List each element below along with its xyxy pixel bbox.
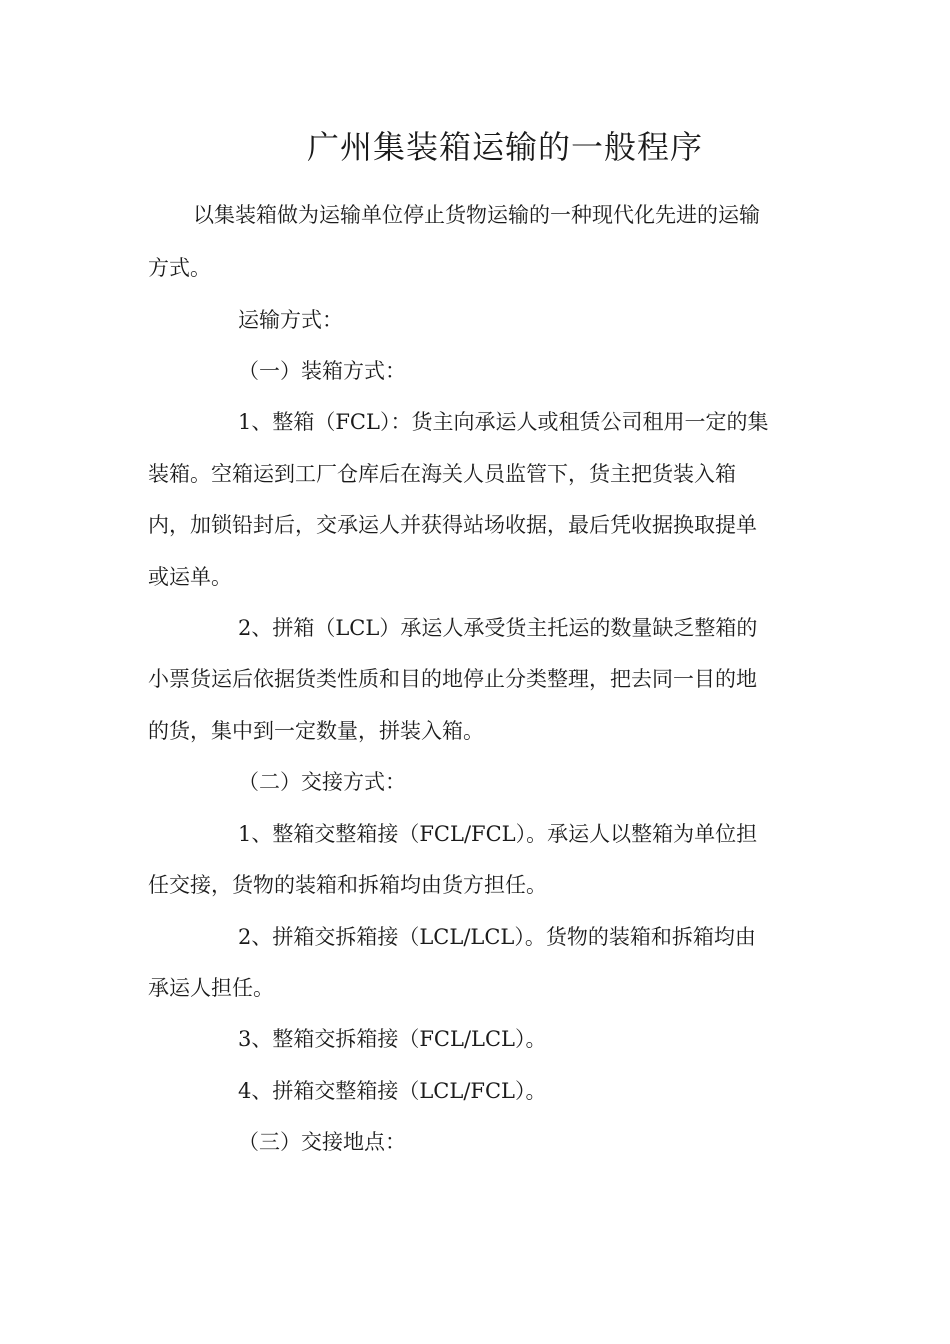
paragraph-fcl-line-4: 或运单。 xyxy=(148,565,232,589)
paragraph-lcl-fcl: 4、拼箱交整箱接（LCL/FCL）。 xyxy=(238,1079,547,1103)
paragraph-fcl-line-3: 内，加锁铅封后，交承运人并获得站场收据，最后凭收据换取提单 xyxy=(148,513,757,537)
paragraph-lcl-line-3: 的货，集中到一定数量，拼装入箱。 xyxy=(148,719,484,743)
subsection-heading-packing-mode: （一）装箱方式： xyxy=(238,359,406,383)
paragraph-fcl-fcl-line-2: 任交接，货物的装箱和拆箱均由货方担任。 xyxy=(148,873,547,897)
paragraph-lcl-lcl-line-2: 承运人担任。 xyxy=(148,976,274,1000)
subsection-heading-handover-location: （三）交接地点： xyxy=(238,1130,406,1154)
document-title: 广州集装箱运输的一般程序 xyxy=(306,128,703,166)
subsection-heading-handover-mode: （二）交接方式： xyxy=(238,770,406,794)
paragraph-lcl-lcl-line-1: 2、拼箱交拆箱接（LCL/LCL）。货物的装箱和拆箱均由 xyxy=(238,925,756,949)
paragraph-fcl-lcl: 3、整箱交拆箱接（FCL/LCL）。 xyxy=(238,1027,547,1051)
section-heading-transport-mode: 运输方式： xyxy=(238,308,343,332)
paragraph-intro-line-1: 以集装箱做为运输单位停止货物运输的一种现代化先进的运输 xyxy=(193,203,760,227)
paragraph-fcl-line-2: 装箱。空箱运到工厂仓库后在海关人员监管下，货主把货装入箱 xyxy=(148,462,736,486)
paragraph-lcl-line-1: 2、拼箱（LCL）承运人承受货主托运的数量缺乏整箱的 xyxy=(238,616,758,640)
paragraph-intro-line-2: 方式。 xyxy=(148,256,211,280)
paragraph-fcl-line-1: 1、整箱（FCL）：货主向承运人或租赁公司租用一定的集 xyxy=(238,410,769,434)
paragraph-lcl-line-2: 小票货运后依据货类性质和目的地停止分类整理，把去同一目的地 xyxy=(148,667,757,691)
paragraph-fcl-fcl-line-1: 1、整箱交整箱接（FCL/FCL）。承运人以整箱为单位担 xyxy=(238,822,758,846)
